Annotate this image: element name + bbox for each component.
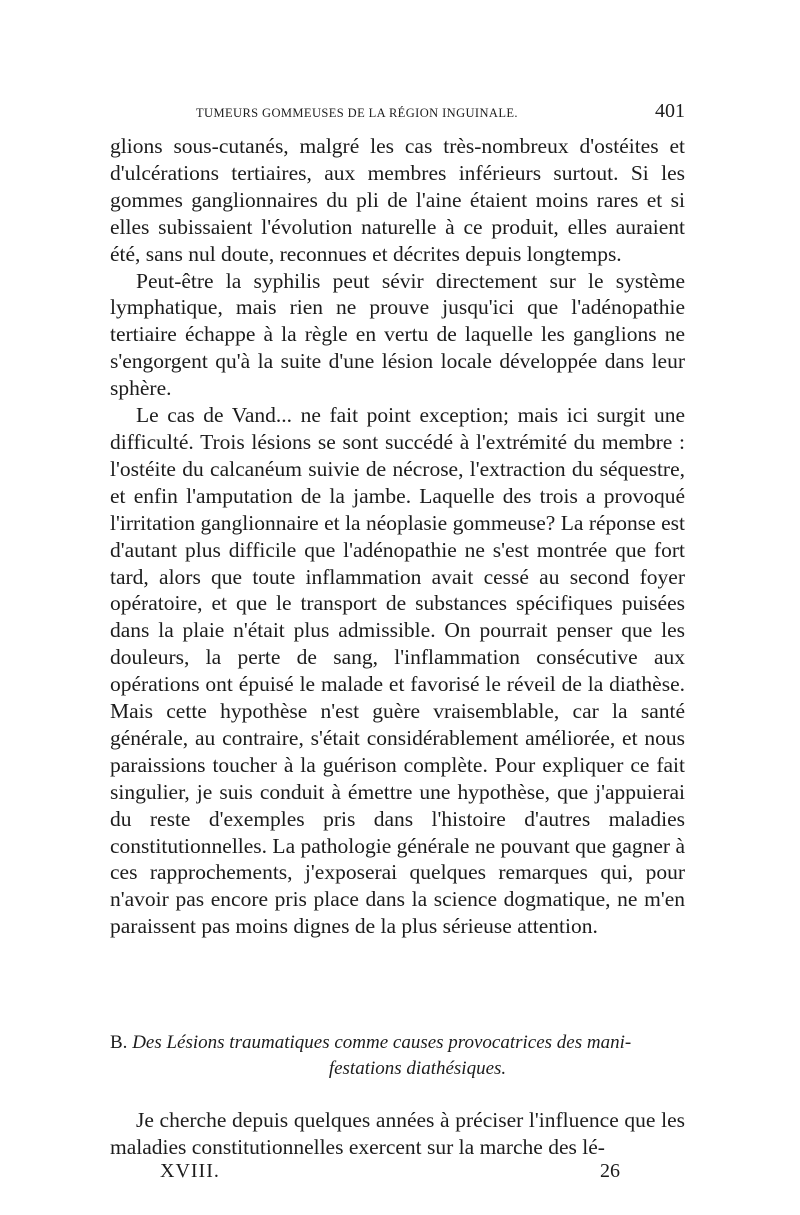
section-letter: B.	[110, 1032, 128, 1053]
paragraph-1: glions sous-cutanés, malgré les cas très-nombreux d'ostéites et d'ulcérations tertiaires, aux membres inférieurs surtout. Si les gommes ganglionnaires du pli de l'aine étaient moins rares et si elles subissaient l'évolution naturelle à ce produit, elles auraient été, sans nul doute, reconnues et décrites depuis longtemps.	[110, 134, 685, 266]
sheet-number: 26	[600, 1160, 620, 1182]
section-title-line-1: Des Lésions traumatiques comme causes provocatrices des mani-	[132, 1032, 632, 1053]
page-number: 401	[655, 100, 685, 122]
section-heading-line-1	[110, 1030, 685, 1056]
section-title-line-2: festations diathésiques.	[328, 1058, 507, 1079]
paragraph-2: Peut-être la syphilis peut sévir directement sur le système lymphatique, mais rien ne prouve jusqu'ici que l'adénopathie tertiaire échappe à la règle en vertu de laquelle les ganglions ne s'engorgent qu'à la suite d'une lésion locale développée dans leur sphère.	[110, 268, 685, 401]
section-heading	[110, 1030, 685, 1082]
running-head: TUMEURS GOMMEUSES DE LA RÉGION INGUINALE.	[196, 106, 518, 120]
body-text	[110, 133, 685, 940]
page-footer	[160, 1160, 620, 1190]
paragraph-3: Le cas de Vand... ne fait point exception; mais ici surgit une difficulté. Trois lésions se sont succédé à l'extrémité du membre : l'ostéite du calcanéum suivie de nécrose, l'extraction du séquestre, et enfin l'amputation de la jambe. Laquelle des trois a provoqué l'irritation ganglionnaire et la néoplasie gommeuse? La réponse est d'autant plus difficile que l'adénopathie ne s'est montrée que fort tard, alors que toute inflammation avait cessé au second foyer opératoire, et que le transport de substances spécifiques puisées dans la plaie n'était plus admissible. On pourrait penser que les douleurs, la perte de sang, l'inflammation consécutive aux opérations ont épuisé le malade et favorisé le réveil de la diathèse. Mais cette hypothèse n'est guère vraisemblable, car la santé générale, au contraire, s'était considérablement améliorée, et nous paraissions toucher à la guérison complète. Pour expliquer ce fait singulier, je suis conduit à émettre une hypothèse, que j'appuierai du reste d'exemples pris dans l'histoire d'autres maladies constitutionnelles. La pathologie générale ne pouvant que gagner à ces rapprochements, j'exposerai quelques remarques qui, pour n'avoir pas encore pris place dans la science dogmatique, ne m'en paraissent pas moins dignes de la plus sérieuse attention.	[110, 403, 685, 939]
section-text	[110, 1107, 685, 1161]
section-paragraph: Je cherche depuis quelques années à préciser l'influence que les maladies constitutionnelles exercent sur la marche des lé-	[110, 1108, 685, 1159]
page-header	[110, 98, 685, 128]
signature-mark: XVIII.	[160, 1160, 220, 1182]
